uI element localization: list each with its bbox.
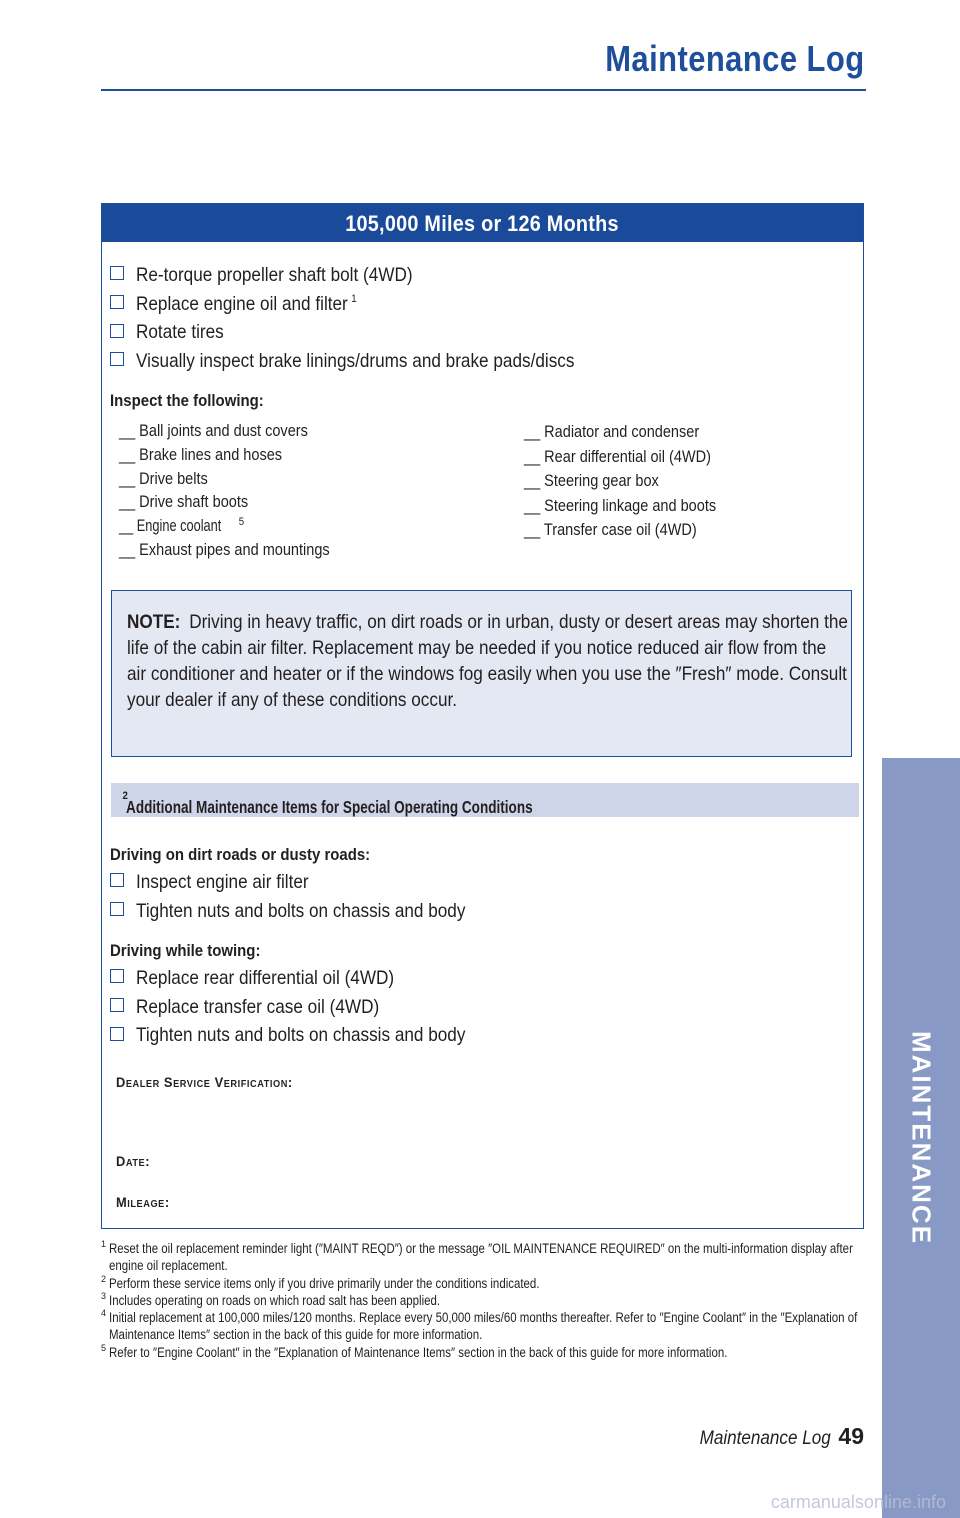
page-title: Maintenance Log (605, 38, 865, 79)
task-item[interactable] (110, 318, 634, 347)
maintenance-interval-box (101, 203, 864, 1229)
task-label: Replace engine oil and filter (136, 292, 348, 315)
inspect-item: __ Drive belts (119, 469, 208, 488)
mileage-label: Mileage: (116, 1194, 170, 1210)
interval-header-text: 105,000 Miles or 126 Months (345, 211, 620, 236)
footnote-ref: 1 (351, 293, 357, 306)
inspect-list-right (524, 420, 742, 543)
task-label: Re-torque propeller shaft bolt (4WD) (136, 263, 413, 286)
checkbox-icon[interactable] (110, 998, 124, 1012)
task-item[interactable] (110, 964, 510, 993)
inspect-item: __ Steering gear box (524, 472, 659, 491)
checkbox-icon[interactable] (110, 873, 124, 887)
inspect-item: __ Brake lines and hoses (119, 445, 283, 464)
task-label: Visually inspect brake linings/drums and brake pads/discs (136, 349, 575, 372)
page-footer (685, 1423, 864, 1450)
footnote: 4 Initial replacement at 100,000 miles/120 months. Replace every 50,000 miles/60 months thereafter. Refer to ″Engine Coolant″ in the ″Explanation of Maintenance Items″ section in the back of this guide for more information. (101, 1308, 858, 1343)
checkbox-icon[interactable] (110, 902, 124, 916)
inspect-item: __ Transfer case oil (4WD) (524, 521, 697, 540)
interval-header (102, 204, 863, 242)
task-label: Rotate tires (136, 321, 224, 344)
task-item[interactable] (110, 1021, 510, 1050)
task-item[interactable] (110, 993, 510, 1022)
checkbox-icon[interactable] (110, 266, 124, 280)
task-checklist (110, 261, 634, 376)
footer-section-title: Maintenance Log (699, 1428, 831, 1449)
towing-heading: Driving while towing: (110, 941, 261, 960)
footnotes (101, 1240, 866, 1361)
task-item[interactable] (110, 290, 634, 319)
task-item[interactable] (110, 347, 634, 376)
dirt-roads-heading: Driving on dirt roads or dusty roads: (110, 845, 371, 864)
task-item[interactable] (110, 261, 634, 290)
date-label: Date: (116, 1153, 151, 1169)
footnote: 3 Includes operating on roads on which road salt has been applied. (101, 1290, 441, 1308)
inspect-item: __ Steering linkage and boots (524, 496, 717, 515)
inspect-list-left (119, 420, 358, 563)
note-box (111, 590, 852, 757)
footnote: 5 Refer to ″Engine Coolant″ in the ″Explanation of Maintenance Items″ section in the back of this guide for more information. (101, 1342, 728, 1360)
inspect-heading: Inspect the following: (110, 391, 264, 410)
note-text: Driving in heavy traffic, on dirt roads or in urban, dusty or desert areas may shorten the life of the cabin air filter. Replacement may be needed if you notice reduced air flow from the air conditioner and heater or if the windows fog easily when you use the ″Fresh″ mode. Consult your dealer if any of these conditions occur. (127, 611, 848, 711)
checkbox-icon[interactable] (110, 295, 124, 309)
side-tab-label: MAINTENANCE (906, 1030, 937, 1246)
additional-items-bar (111, 783, 859, 817)
footnote-ref: 2 (122, 790, 128, 803)
dealer-verification-label: Dealer Service Verification: (116, 1074, 293, 1090)
inspect-item: __ Drive shaft boots (119, 493, 249, 512)
page-number: 49 (838, 1423, 864, 1449)
note-label: NOTE: (127, 611, 181, 633)
title-divider (101, 89, 866, 91)
checkbox-icon[interactable] (110, 352, 124, 366)
task-label: Tighten nuts and bolts on chassis and body (136, 899, 466, 922)
footnote: 2 Perform these service items only if you drive primarily under the conditions indicated. (101, 1273, 540, 1291)
task-label: Tighten nuts and bolts on chassis and body (136, 1024, 466, 1047)
inspect-item: __ Radiator and condenser (524, 423, 700, 441)
checkbox-icon[interactable] (110, 324, 124, 338)
footnote: 1 Reset the oil replacement reminder light (″MAINT REQD″) or the message ″OIL MAINTENANCE REQUIRED″ on the multi-information display after engine oil replacement. (101, 1239, 853, 1274)
dirt-roads-checklist (110, 868, 510, 925)
section-side-tab[interactable] (882, 758, 960, 1518)
inspect-item: __ Rear differential oil (4WD) (524, 447, 711, 466)
task-label: Replace rear differential oil (4WD) (136, 966, 395, 989)
checkbox-icon[interactable] (110, 969, 124, 983)
checkbox-icon[interactable] (110, 1027, 124, 1041)
additional-items-heading: Additional Maintenance Items for Special Operating Conditions (126, 797, 533, 817)
inspect-item: __ Engine coolant $^5$ (119, 515, 245, 536)
task-label: Inspect engine air filter (136, 870, 309, 893)
task-label: Replace transfer case oil (4WD) (136, 995, 380, 1018)
watermark: carmanualsonline.info (770, 1492, 946, 1512)
footnote-ref: 5 (238, 515, 245, 528)
task-item[interactable] (110, 868, 510, 897)
inspect-item: __ Ball joints and dust covers (119, 422, 308, 440)
inspect-item: __ Exhaust pipes and mountings (119, 540, 330, 559)
task-item[interactable] (110, 897, 510, 926)
towing-checklist (110, 964, 510, 1050)
